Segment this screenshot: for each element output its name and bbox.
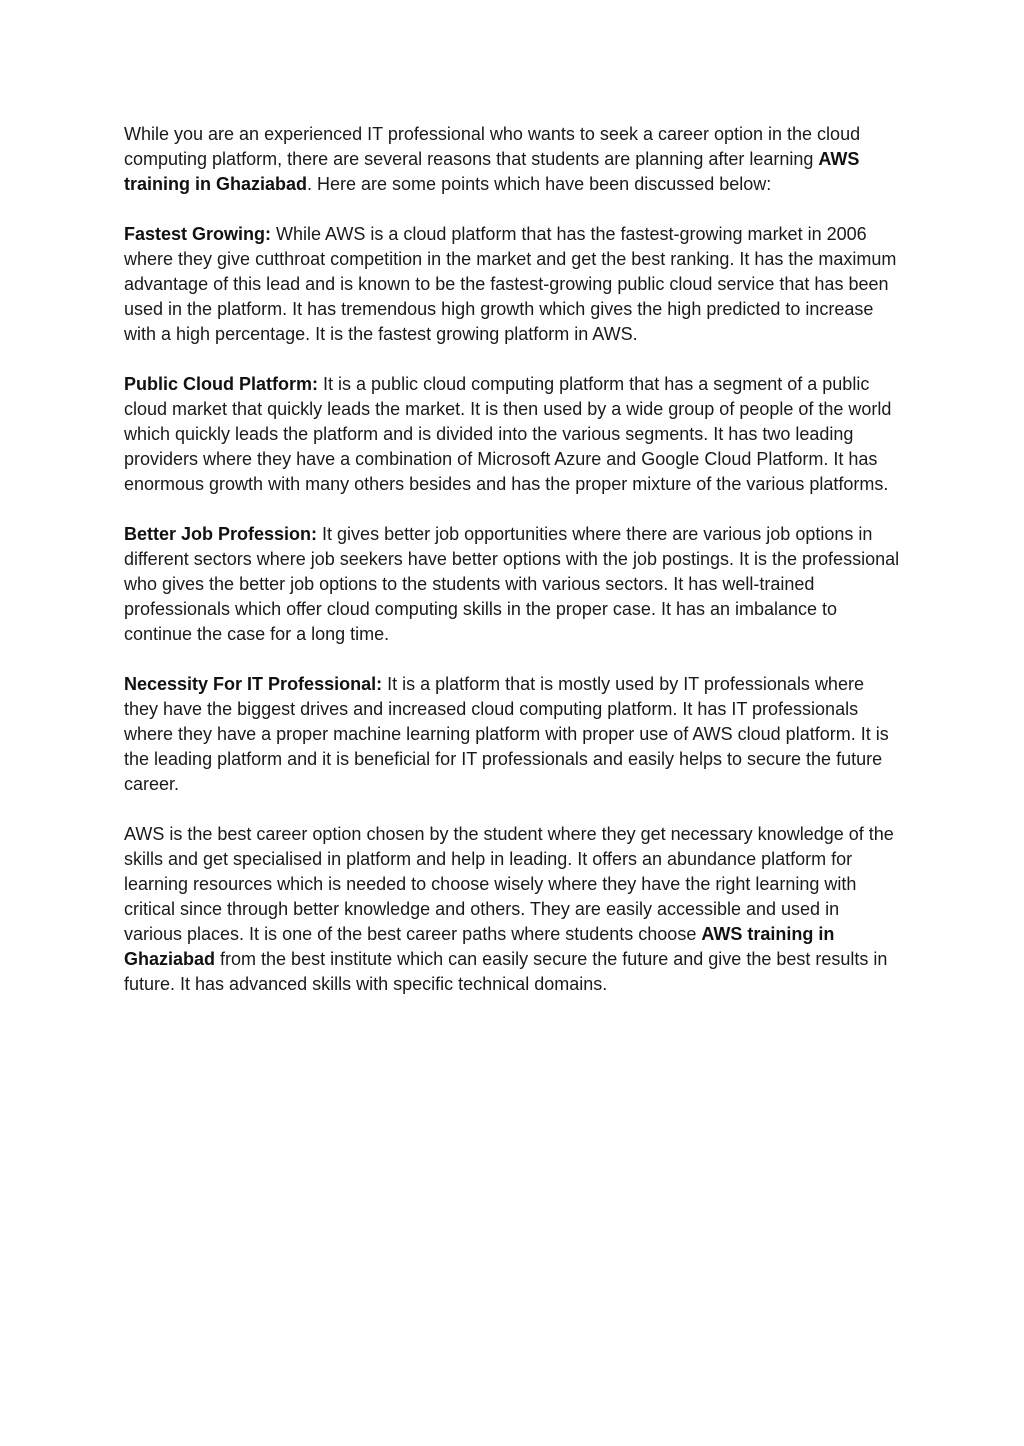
point-heading: Necessity For IT Professional: [124, 674, 383, 694]
point-body: It is a platform that is mostly used by IT professionals where they have the biggest drives and increased cloud computing platform. It has IT professionals where they have a proper machine learning platform with proper use of AWS cloud platform. It is the leading platform and it is beneficial for IT professionals and easily helps to secure the future career. [124, 674, 889, 794]
conclusion-text-end: from the best institute which can easily secure the future and give the best results in future. It has advanced skills with specific technical domains. [124, 949, 888, 994]
point-body: It is a public cloud computing platform that has a segment of a public cloud market that quickly leads the market. It is then used by a wide group of people of the world which quickly leads the platform and is divided into the various segments. It has two leading providers where they have a combination of Microsoft Azure and Google Cloud Platform. It has enormous growth with many others besides and has the proper mixture of the various platforms. [124, 374, 892, 494]
document-body [124, 122, 900, 1022]
conclusion-paragraph [124, 822, 900, 997]
intro-keyword: AWS training in Ghaziabad [124, 149, 860, 194]
conclusion-text: AWS is the best career option chosen by the student where they get necessary knowledge of the skills and get specialised in platform and help in leading. It offers an abundance platform for learning resources which is needed to choose wisely where they have the right learning with critical since through better knowledge and others. They are easily accessible and used in various places. It is one of the best career paths where students choose [124, 824, 894, 944]
point-public-cloud-platform [124, 372, 900, 497]
intro-text-end: . Here are some points which have been discussed below: [307, 174, 772, 194]
point-necessity-for-it-professional [124, 672, 900, 797]
intro-paragraph [124, 122, 900, 197]
point-fastest-growing [124, 222, 900, 347]
point-heading: Fastest Growing: [124, 224, 272, 244]
intro-text: While you are an experienced IT professional who wants to seek a career option in the cloud computing platform, there are several reasons that students are planning after learning [124, 124, 861, 169]
point-body: It gives better job opportunities where there are various job options in different sectors where job seekers have better options with the job postings. It is the professional who gives the better job options to the students with various sectors. It has well-trained professionals which offer cloud computing skills in the proper case. It has an imbalance to continue the case for a long time. [124, 524, 900, 644]
point-body: While AWS is a cloud platform that has the fastest-growing market in 2006 where they give cutthroat competition in the market and get the best ranking. It has the maximum advantage of this lead and is known to be the fastest-growing public cloud service that has been used in the platform. It has tremendous high growth which gives the high predicted to increase with a high percentage. It is the fastest growing platform in AWS. [124, 224, 897, 344]
point-heading: Better Job Profession: [124, 524, 318, 544]
conclusion-keyword: AWS training in Ghaziabad [124, 924, 835, 969]
point-better-job-profession [124, 522, 900, 647]
point-heading: Public Cloud Platform: [124, 374, 319, 394]
